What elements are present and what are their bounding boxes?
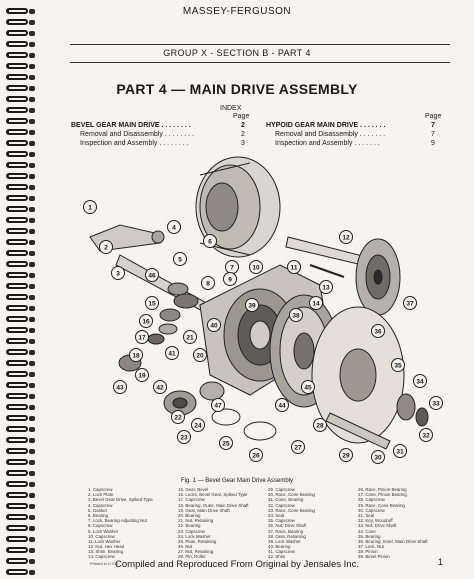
legend-item: 31. Cone, Bearing [268,497,304,503]
legend-column [88,487,178,560]
binding-coil [6,316,36,323]
callout-label: 23 [180,434,188,442]
bearing-cone [416,408,428,426]
binding-coil [6,437,36,444]
legend-item: 32. Key, Woodruff [358,518,393,524]
callout-label: 17 [138,334,146,342]
index-entry-label: BEVEL GEAR MAIN DRIVE . . . . . . . . [71,122,191,129]
callout-42 [154,381,167,394]
callout-label: 46 [148,272,156,280]
callout-8 [202,277,215,290]
callout-label: 3 [116,270,120,278]
callout-24 [192,419,205,432]
callout-label: 1 [88,204,92,212]
callout-33 [430,397,443,410]
callout-label: 45 [304,384,312,392]
legend-item: 1. Capscrew [88,487,113,492]
binding-coil [6,195,36,202]
binding-coil [6,118,36,125]
callout-25 [220,437,233,450]
callout-43 [114,381,127,394]
binding-coil [6,184,36,191]
binding-coil [6,393,36,400]
binding-coil [6,525,36,532]
callout-38 [290,309,303,322]
legend-item: 37. Lock, Nut [358,544,384,550]
bearing-cup [397,394,415,420]
binding-coil [6,261,36,268]
legend-item: 24. Lock Washer [178,533,211,539]
binding-coil [6,239,36,246]
brand-header: MASSEY-FERGUSON [182,6,292,17]
header-rule-bottom [70,62,450,63]
index-entry-label: Removal and Disassembly . . . . . . . . [80,131,194,138]
binding-coil [6,536,36,543]
legend-item: 12. Nut, Hex Head [88,544,125,550]
callout-47 [212,399,225,412]
callout-7 [226,261,239,274]
binding-coil [6,96,36,103]
callout-label: 9 [228,276,232,284]
legend-item: 3. Bevel Gear Drive, Spiked Type [88,497,153,503]
callout-6 [204,235,217,248]
callout-23 [178,431,191,444]
legend-item: 30. Capscrew [358,507,385,513]
index-entry-page: 2 [241,122,245,129]
callout-20 [194,349,207,362]
callout-27 [292,441,305,454]
callout-label: 26 [252,452,260,460]
legend-item: 4. Capscrew [88,502,113,508]
legend-item: 39. Lock Washer [268,538,301,544]
callout-label: 34 [416,378,424,386]
binding-coil [6,294,36,301]
index-entry [71,122,245,129]
callout-label: 11 [290,264,298,272]
binding-coil [6,74,36,81]
binding-coil [6,41,36,48]
figure-caption: Fig. 1 — Bevel Gear Main Drive Assembly [180,478,294,484]
binding-coil [6,415,36,422]
legend-item: 33. Nut, Drive Shaft [358,523,397,529]
legend-item: 10. Capscrew [88,533,115,539]
callout-21 [184,331,197,344]
legend-item: 7. Lock, Bearing Adjusting Nut [88,518,147,524]
binding-coil [6,272,36,279]
callout-label: 22 [174,414,182,422]
callout-label: 21 [186,334,194,342]
callout-label: 38 [292,312,300,320]
printed-note: Printed in U.S.A. [90,561,120,566]
callout-label: 36 [374,328,382,336]
index-entry [266,122,435,129]
index-entry-label: HYPOID GEAR MAIN DRIVE . . . . . . . [266,122,386,129]
legend-item: 26. Race, Pinion Bearing [358,487,407,492]
callout-label: 10 [252,264,260,272]
index-entry-label: Inspection and Assembly . . . . . . . [275,140,380,147]
callout-41 [166,347,179,360]
legend-item: 15. Gear, Bevel [178,487,209,492]
callout-label: 47 [214,402,222,410]
legend-item: 9. Lock Washer [88,528,119,534]
binding-coil [6,338,36,345]
legend-item: 16. Locks, Bevel Gear, Spiked Type [178,492,248,498]
binding-coil [6,459,36,466]
callout-4 [168,221,181,234]
legend-item: 17. Capscrew [178,497,205,503]
callout-label: 39 [248,302,256,310]
binding-coil [6,228,36,235]
callout-13 [320,281,333,294]
callout-label: 24 [194,422,202,430]
legend-item: 33. Race, Cone Bearing [268,507,315,513]
callout-10 [250,261,263,274]
callout-1 [84,201,97,214]
callout-22 [172,411,185,424]
binding-coil [6,305,36,312]
page-number: 1 [438,557,444,567]
callout-label: 30 [374,454,382,462]
index-entry [275,140,435,147]
index-entry [80,131,245,138]
callout-label: 43 [116,384,124,392]
callout-26 [250,449,263,462]
callout-label: 32 [422,432,430,440]
binding-coil [6,129,36,136]
index-entry [80,140,245,147]
binding-coil [6,349,36,356]
binding-coil [6,162,36,169]
legend-item: 13. Shim, Bearing [88,549,123,555]
callout-14 [310,297,323,310]
legend-item: 32. Capscrew [268,502,295,508]
legend-item: 28. Pin, Roller [178,554,206,560]
legend-column [178,487,268,560]
binding-coil [6,206,36,213]
binding-coil [6,140,36,147]
exploded-view-illustration [60,155,460,475]
parts-legend [88,487,448,560]
legend-item: 34. Cone [358,528,376,534]
callout-32 [420,429,433,442]
binding-coil [6,547,36,554]
legend-item: 2. Lock Plate [88,492,114,498]
legend-item: 30. Race, Cone Bearing [268,492,315,498]
callout-12 [340,231,353,244]
binding-coil [6,470,36,477]
legend-item: 35. Bearing [358,533,381,539]
callout-label: 18 [132,352,140,360]
callout-label: 7 [230,264,234,272]
legend-item: 28. Capscrew [358,497,385,503]
binding-coil [6,514,36,521]
legend-item: 25. Plate, Retaining [178,538,217,544]
binding-coil [6,327,36,334]
legend-item: 38. Gear, Retaining [268,533,306,539]
callout-label: 16 [142,318,150,326]
legend-item: 23. Capscrew [178,528,205,534]
callout-label: 14 [312,300,320,308]
binding-coil [6,503,36,510]
legend-item: 38. Pinion [358,549,378,555]
callout-label: 19 [138,372,146,380]
index-entry-label: Removal and Disassembly . . . . . . . [275,131,386,138]
binding-coil [6,360,36,367]
callout-46 [146,269,159,282]
legend-item: 20. Bearing [178,512,201,518]
callout-label: 4 [172,224,176,232]
legend-item: 35. Capscrew [268,518,295,524]
callout-label: 29 [342,452,350,460]
legend-item: 41. Capscrew [268,549,295,555]
callout-label: 6 [208,238,212,246]
callout-label: 20 [196,352,204,360]
legend-item: 37. Race, Bearing [268,528,304,534]
callout-label: 42 [156,384,164,392]
legend-item: 29. Capscrew [268,487,295,492]
callout-label: 27 [294,444,302,452]
callout-29 [340,449,353,462]
callout-5 [174,253,187,266]
binding-coil [6,63,36,70]
header-rule-top [70,44,450,45]
binding-coil [6,382,36,389]
index-entry-page: 7 [431,131,435,138]
legend-item: 34. Seal [268,512,285,518]
legend-item: 14. Capscrew [88,554,115,560]
binding-coil [6,448,36,455]
callout-label: 8 [206,280,210,288]
callout-label: 15 [148,300,156,308]
binding-coil [6,173,36,180]
callout-11 [288,261,301,274]
legend-item: 8. Capscrew [88,523,113,529]
index-entry-page: 7 [431,122,435,129]
legend-item: 36. Bearing, Inner, Main Drive Shaft [358,538,428,544]
callout-19 [136,369,149,382]
binding-coil [6,217,36,224]
legend-item: 18. Bearing, Outer, Main Drive Shaft [178,502,249,508]
binding-coil [6,569,36,576]
callout-35 [392,359,405,372]
legend-item: 11. Lock Washer [88,538,121,544]
callout-2 [100,241,113,254]
callout-17 [136,331,149,344]
binding-coil [6,426,36,433]
section-header: GROUP X - SECTION B - PART 4 [163,48,311,58]
legend-item: 19. Gear, Main Drive Shaft [178,507,230,513]
legend-item: 5. Gasket [88,507,107,513]
callout-label: 5 [178,256,182,264]
legend-item: 6. Bearing [88,512,109,518]
legend-item: 21. Nut, Retaining [178,518,214,524]
index-entry-page: 9 [431,140,435,147]
callout-label: 13 [322,284,330,292]
binding-coil [6,250,36,257]
callout-39 [246,299,259,312]
callout-15 [146,297,159,310]
index-entry [275,131,435,138]
callout-label: 37 [406,300,414,308]
binding-coil [6,404,36,411]
legend-item: 29. Race, Cone Bearing [358,502,405,508]
legend-item: 40. Bearing [268,544,291,550]
callout-30 [372,451,385,464]
index-entry-label: Inspection and Assembly . . . . . . . . [80,140,189,147]
index-page-label-right: Page [425,113,442,120]
callout-31 [394,445,407,458]
binding-coil [6,283,36,290]
index-entry-page: 2 [241,131,245,138]
callout-40 [208,319,221,332]
index-entry-page: 3 [241,140,245,147]
callout-label: 41 [168,350,176,358]
legend-column [268,487,358,560]
page-title: PART 4 — MAIN DRIVE ASSEMBLY [116,81,358,97]
callout-16 [140,315,153,328]
seal-ring [244,422,276,440]
callout-label: 40 [210,322,218,330]
callout-34 [414,375,427,388]
callout-label: 44 [278,402,286,410]
legend-item: 22. Bearing [178,523,201,529]
footer-credit: Compiled and Reproduced From Original by Jensales Inc. [115,559,359,570]
legend-column [358,487,448,560]
legend-item: 31. Seal [358,512,375,518]
binding-coil [6,371,36,378]
callout-28 [314,419,327,432]
callout-label: 33 [432,400,440,408]
binding-coil [6,492,36,499]
binding-coil [6,30,36,37]
callout-label: 35 [394,362,402,370]
callout-9 [224,273,237,286]
callout-18 [130,349,143,362]
legend-item: 26. Nut [178,544,193,550]
index-heading: INDEX [220,105,242,112]
callout-label: 25 [222,440,230,448]
callout-37 [404,297,417,310]
callout-44 [276,399,289,412]
callout-label: 12 [342,234,350,242]
legend-item: 27. Cone, Pinion Bearing [358,492,407,498]
callout-label: 31 [396,448,404,456]
legend-item: 36. Nut, Drive Shaft [268,523,307,529]
callout-label: 2 [104,244,108,252]
callout-36 [372,325,385,338]
callout-3 [112,267,125,280]
legend-item: 39. Bevel Pinion [358,554,390,560]
binding-coil [6,107,36,114]
legend-item: 42. Shim [268,554,286,560]
binding-coil [6,151,36,158]
callout-45 [302,381,315,394]
callout-label: 28 [316,422,324,430]
legend-item: 27. Nut, Retaining [178,549,214,555]
index-page-label-left: Page [233,113,250,120]
binding-coil [6,19,36,26]
